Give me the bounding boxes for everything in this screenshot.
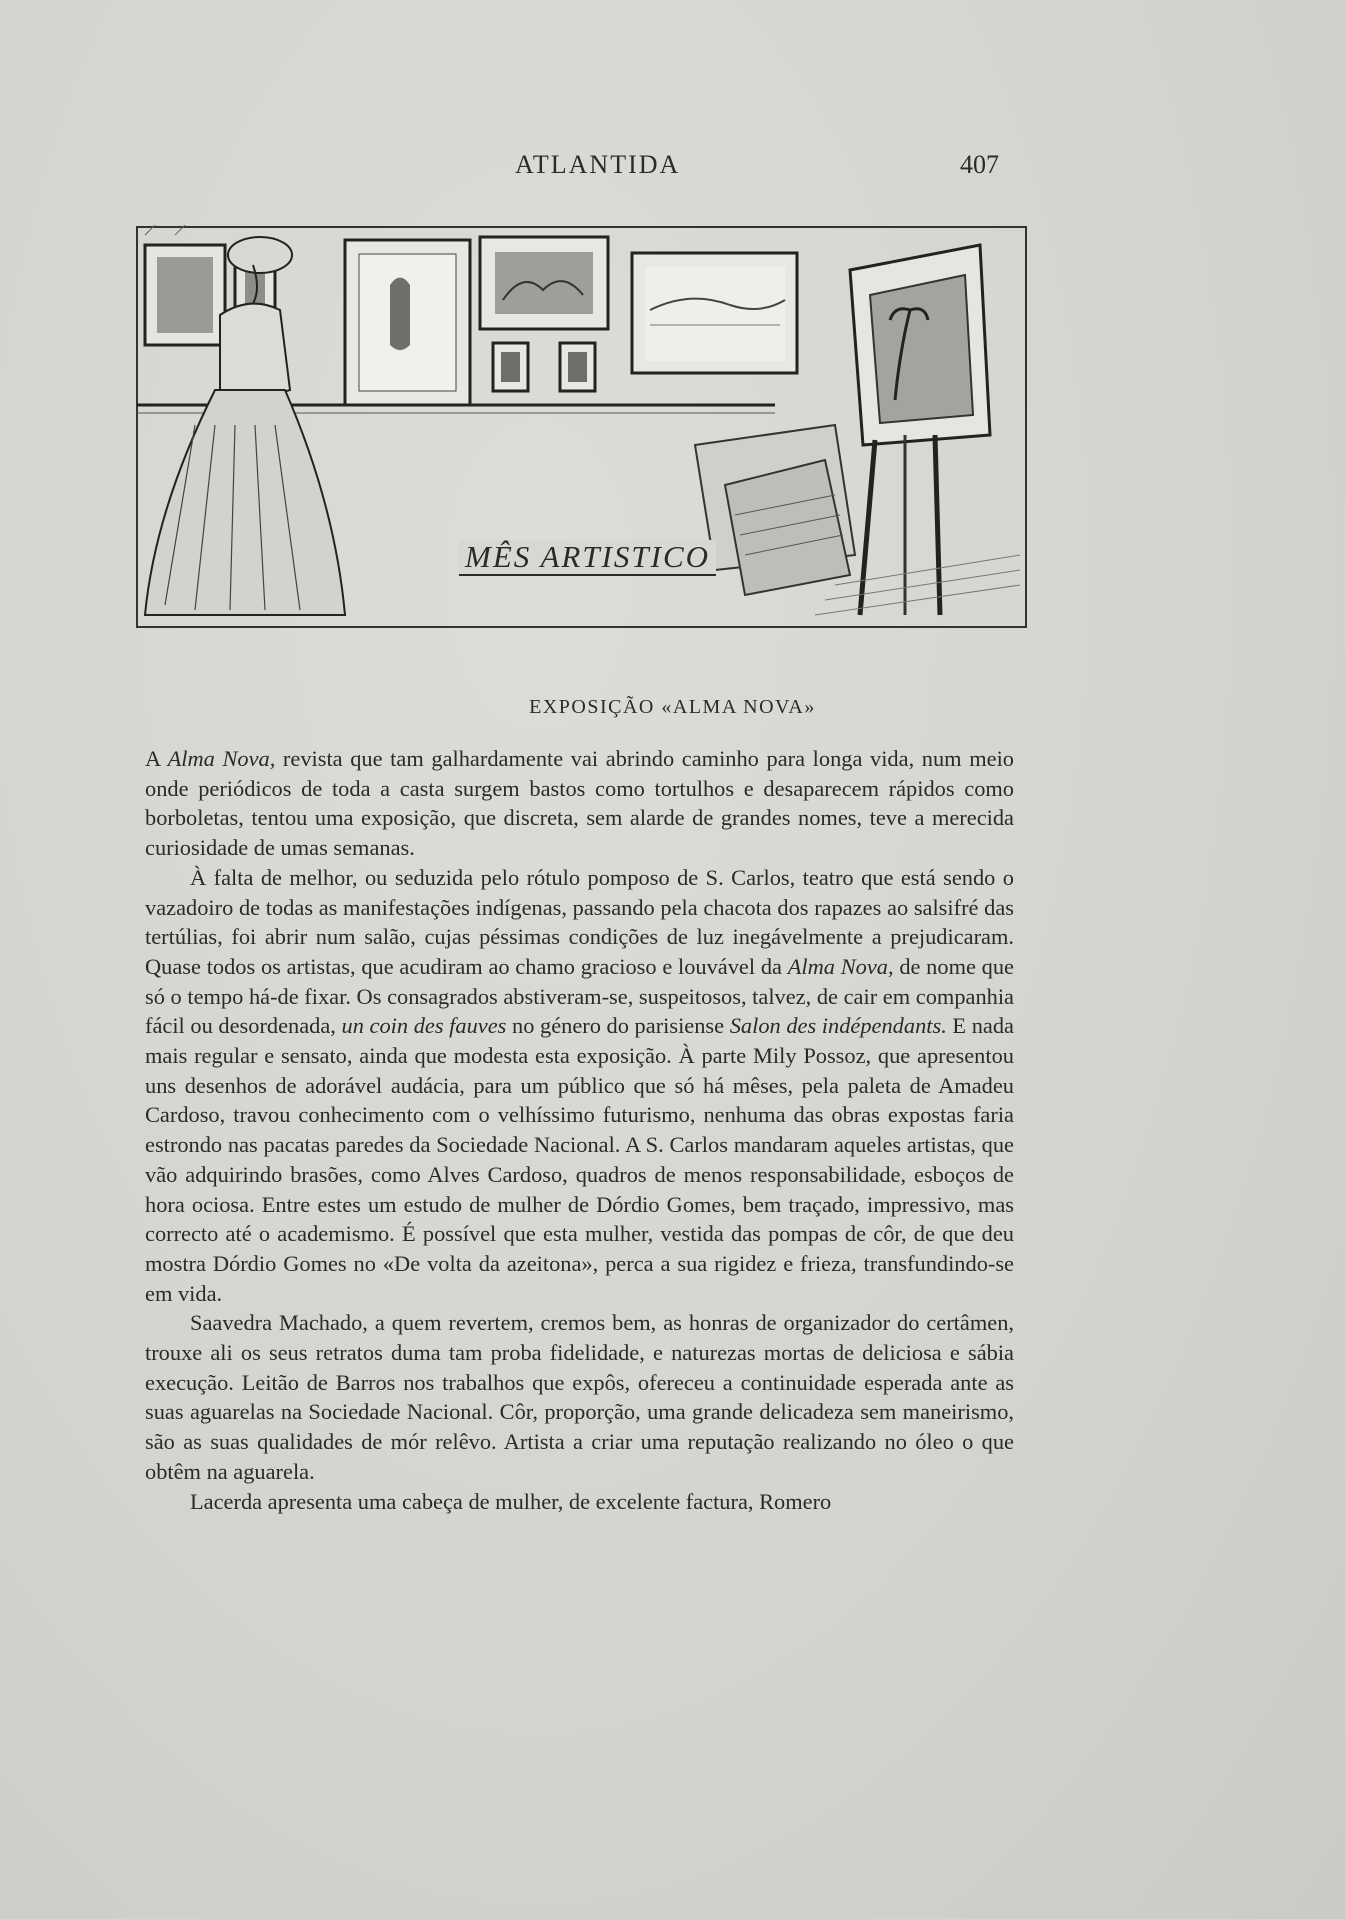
running-header	[0, 150, 1345, 190]
paragraph: À falta de melhor, ou seduzida pelo rótulo pomposo de S. Carlos, teatro que está sendo o vazadoiro de todas as manifestações indígenas, passando pela chacota dos rapazes ao salsifré das tertúlias, foi abrir num salão, cujas péssimas condições de luz inegávelmente a prejudicaram. Quase todos os artistas, que acudiram ao chamo gracioso e louvável da Alma Nova, de nome que só o tempo há-de fixar. Os consagrados abstiveram-se, suspeitosos, talvez, de cair em companhia fácil ou desordenada, un coin des fauves no género do parisiense Salon des indépendants. E nada mais regular e sensato, ainda que modesta esta exposição. À parte Mily Possoz, que apresentou uns desenhos de adorável audácia, para um público que só há mêses, pela paleta de Amadeu Cardoso, travou conhecimento com o velhíssimo futurismo, nenhuma das obras expostas faria estrondo nas pacatas paredes da Sociedade Nacional. A S. Carlos mandaram aqueles artistas, que vão adquirindo brasões, como Alves Cardoso, quadros de menos responsabilidade, esboços de hora ociosa. Entre estes um estudo de mulher de Dórdio Gomes, bem traçado, impressivo, mas correcto até o academismo. É possível que esta mulher, vestida das pompas de côr, de que deu mostra Dórdio Gomes no «De volta da azeitona», perca a sua rigidez e frieza, transfundindo-se em vida.	[145, 864, 1014, 1306]
page-number: 407	[960, 150, 999, 179]
paragraph: A Alma Nova, revista que tam galhardamente vai abrindo caminho para longa vida, num meio onde periódicos de toda a casta surgem bastos como tortulhos e desaparecem rápidos como borboletas, tentou uma exposição, que discreta, sem alarde de grandes nomes, teve a merecida curiosidade de umas semanas.	[145, 746, 1014, 861]
paragraph: Saavedra Machado, a quem revertem, cremos bem, as honras de organizador do certâmen, trouxe ali os seus retratos duma tam proba fidelidade, e naturezas mortas de deliciosa e sábia execução. Leitão de Barros nos trabalhos que expôs, ofereceu a continuidade esperada ante as suas aguarelas na Sociedade Nacional. Côr, proporção, uma grande delicadeza sem maneirismo, são as suas qualidades de mór relêvo. Artista a criar uma reputação realizando no óleo o que obtêm na aguarela.	[145, 1310, 1014, 1484]
article-heading: EXPOSIÇÃO «ALMA NOVA»	[529, 696, 816, 718]
illustration-caption: MÊS ARTISTICO	[459, 540, 716, 576]
italic-title: Alma Nova,	[167, 746, 276, 771]
gallery-drawing	[135, 225, 1028, 645]
italic-title: Alma Nova,	[787, 953, 894, 979]
article-body	[145, 744, 1014, 1516]
header-illustration	[135, 225, 1028, 645]
paragraph: Lacerda apresenta uma cabeça de mulher, de excelente factura, Romero	[190, 1488, 832, 1514]
italic-phrase: un coin des fauves	[341, 1013, 507, 1039]
italic-title: Salon des indépendants.	[729, 1013, 947, 1039]
journal-title: ATLANTIDA	[515, 150, 681, 179]
